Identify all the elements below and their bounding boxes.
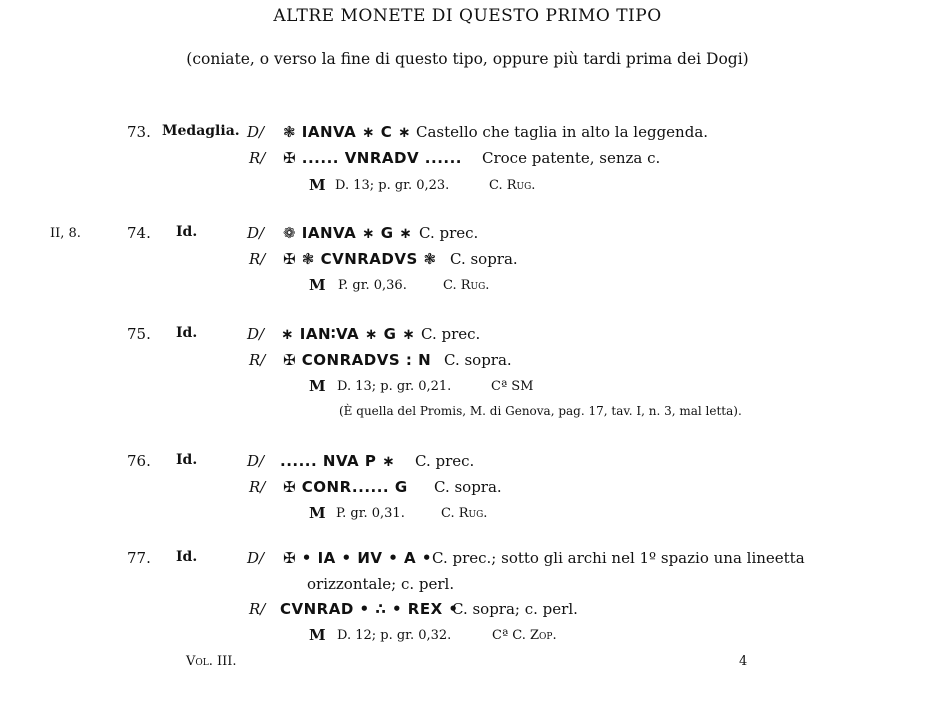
obverse-description: C. prec.; sotto gli archi nel 1º spazio una lineetta [432,549,805,567]
page-subtitle: (coniate, o verso la fine di questo tipo, oppure più tardi prima dei Dogi) [186,50,749,68]
obverse-legend: ✠ • IA • ИV • A • [283,549,432,567]
bibliographic-note: (È quella del Promis, M. di Genova, pag. 17, tav. I, n. 3, mal letta). [339,404,742,418]
reverse-marker: R/ [249,250,266,268]
entry-type-label: Id. [176,549,198,565]
metal-mark: M [309,176,326,194]
coin-details: D. 13; p. gr. 0,21. [337,379,452,394]
entry-number: 73. [127,123,151,141]
obverse-marker: D/ [247,123,265,141]
collection-ref: Cª SM [491,379,534,394]
reverse-legend: ✠ ❃ CVNRADVS ❃ [283,250,437,268]
reverse-description: C. sopra. [444,351,512,369]
coin-details: D. 12; p. gr. 0,32. [337,628,452,643]
collection-ref: C. Rug. [443,278,490,293]
reverse-legend: ✠ CONRADVS : N [283,351,432,369]
volume-label: Vol. III. [186,654,237,669]
collection-ref: C. Rug. [489,178,536,193]
reverse-marker: R/ [249,600,266,618]
entry-type-label: Id. [176,452,198,468]
obverse-legend: ❁ IANVA ∗ G ∗ [283,224,413,242]
coin-details: P. gr. 0,36. [338,278,407,293]
entry-number: 76. [127,452,151,470]
reverse-description: Croce patente, senza c. [482,149,661,167]
reverse-legend: ✠ ...... VNRADV ...... [283,149,462,167]
entry-number: 75. [127,325,151,343]
reverse-marker: R/ [249,149,266,167]
reverse-marker: R/ [249,478,266,496]
reverse-description: C. sopra; c. perl. [452,600,578,618]
entry-type-label: Id. [176,325,198,341]
obverse-marker: D/ [247,325,265,343]
coin-details: D. 13; p. gr. 0,23. [335,178,450,193]
obverse-description-continued: orizzontale; c. perl. [307,575,455,593]
collection-ref: C. Rug. [441,506,488,521]
reverse-legend: CVNRAD • ∴ • REX • [280,600,459,618]
page-title: ALTRE MONETE DI QUESTO PRIMO TIPO [273,6,662,26]
metal-mark: M [309,276,326,294]
entry-number: 74. [127,224,151,242]
entry-type-label: Medaglia. [162,123,240,139]
reverse-marker: R/ [249,351,266,369]
reverse-description: C. sopra. [450,250,518,268]
collection-ref: Cª C. Zop. [492,628,557,643]
obverse-description: C. prec. [421,325,481,343]
entry-type-label: Id. [176,224,198,240]
metal-mark: M [309,504,326,522]
obverse-description: C. prec. [419,224,479,242]
reverse-legend: ✠ CONR...... G [283,478,408,496]
obverse-marker: D/ [247,224,265,242]
obverse-legend: ∗ IAN∶VA ∗ G ∗ [281,325,416,343]
metal-mark: M [309,626,326,644]
obverse-legend: ...... NVA P ∗ [280,452,396,470]
plate-reference: II, 8. [50,226,81,241]
obverse-description: Castello che taglia in alto la leggenda. [416,123,709,141]
metal-mark: M [309,377,326,395]
entry-number: 77. [127,549,151,567]
obverse-marker: D/ [247,452,265,470]
page-number: 4 [739,654,748,669]
reverse-description: C. sopra. [434,478,502,496]
coin-details: P. gr. 0,31. [336,506,405,521]
obverse-legend: ❃ IANVA ∗ C ∗ [283,123,412,141]
obverse-marker: D/ [247,549,265,567]
obverse-description: C. prec. [415,452,475,470]
